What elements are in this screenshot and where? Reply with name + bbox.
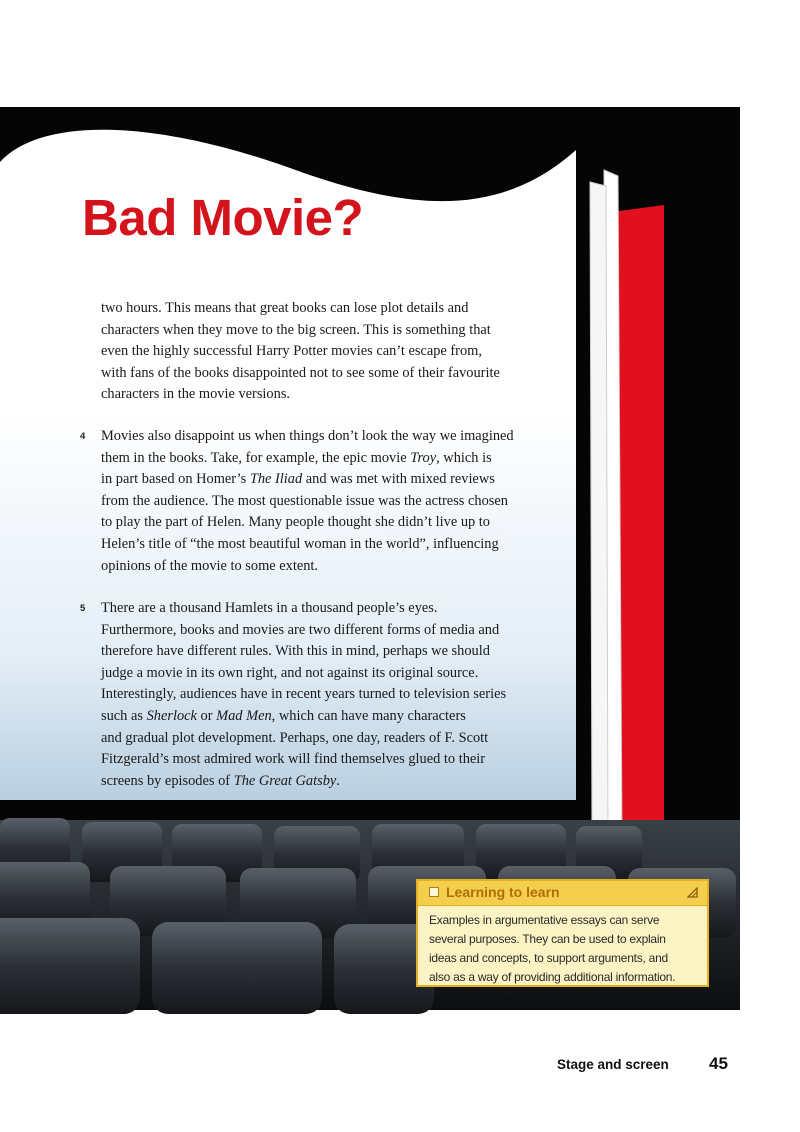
text-line: several purposes. They can be used to explain xyxy=(429,932,666,946)
text-line: two hours. This means that great books can lose plot details and xyxy=(101,300,469,316)
book-title: The Iliad xyxy=(249,471,303,488)
text-line: screens by episodes of xyxy=(101,772,234,789)
text-line: in part based on Homer’s xyxy=(101,471,250,488)
text-line: . xyxy=(336,772,340,789)
movie-title: Troy xyxy=(410,449,437,466)
text-line: therefore have different rules. With this in mind, perhaps we should xyxy=(101,643,490,660)
text-line: Helen’s title of “the most beautiful woman in the world”, influencing xyxy=(101,535,499,552)
text-line: opinions of the movie to some extent. xyxy=(101,557,319,574)
book-title: The Great Gatsby xyxy=(233,772,337,789)
series-title: Mad Men xyxy=(216,707,272,724)
text-line: or xyxy=(196,707,217,724)
text-line: and gradual plot development. Perhaps, one day, readers of F. Scott xyxy=(101,729,489,746)
text-line: them in the books. Take, for example, the epic movie xyxy=(101,449,411,466)
section-label: Stage and screen xyxy=(557,1057,669,1072)
text-line: There are a thousand Hamlets in a thousand people’s eyes. xyxy=(101,600,438,616)
text-line: characters when they move to the big screen. This is something that xyxy=(101,321,491,338)
corner-triangle-icon xyxy=(687,887,698,898)
learning-box-text xyxy=(418,906,707,987)
text-line: , which can have many characters xyxy=(271,707,466,724)
text-line: , which is xyxy=(436,449,492,466)
page-title: Bad Movie? xyxy=(82,189,364,246)
paragraph-5 xyxy=(101,598,551,792)
seat-row-front xyxy=(0,918,434,1014)
page-number: 45 xyxy=(709,1054,728,1073)
text-line: to play the part of Helen. Many people thought she didn’t live up to xyxy=(101,514,491,531)
text-line: ideas and concepts, to support arguments, and xyxy=(429,951,668,965)
text-line: Furthermore, books and movies are two different forms of media and xyxy=(101,621,500,638)
text-line: such as xyxy=(101,707,147,724)
learning-box-header xyxy=(418,881,707,906)
page-edge xyxy=(590,182,608,840)
text-line: judge a movie in its own right, and not against its original source. xyxy=(101,664,479,681)
text-line: from the audience. The most questionable issue was the actress chosen xyxy=(101,492,508,509)
text-line: with fans of the books disappointed not to see some of their favourite xyxy=(101,364,500,381)
learning-box-title: Learning to learn xyxy=(446,884,560,900)
text-line: characters in the movie versions. xyxy=(101,386,291,403)
paragraph-number: 5 xyxy=(80,603,86,614)
paragraph-4 xyxy=(101,426,551,577)
text-line: Examples in argumentative essays can serve xyxy=(429,913,660,927)
paragraph-number: 4 xyxy=(80,431,86,442)
text-line: even the highly successful Harry Potter movies can’t escape from, xyxy=(101,343,482,360)
text-line: Fitzgerald’s most admired work will find themselves glued to their xyxy=(101,751,486,768)
text-line: also as a way of providing additional information. xyxy=(429,970,676,984)
checkbox-icon xyxy=(429,887,439,897)
paragraph-continuation xyxy=(101,298,551,406)
text-line: and was met with mixed reviews xyxy=(302,471,495,488)
series-title: Sherlock xyxy=(146,707,197,724)
text-line: Interestingly, audiences have in recent years turned to television series xyxy=(101,686,507,703)
learning-to-learn-box xyxy=(416,879,709,987)
text-line: Movies also disappoint us when things don’t look the way we imagined xyxy=(101,428,514,444)
